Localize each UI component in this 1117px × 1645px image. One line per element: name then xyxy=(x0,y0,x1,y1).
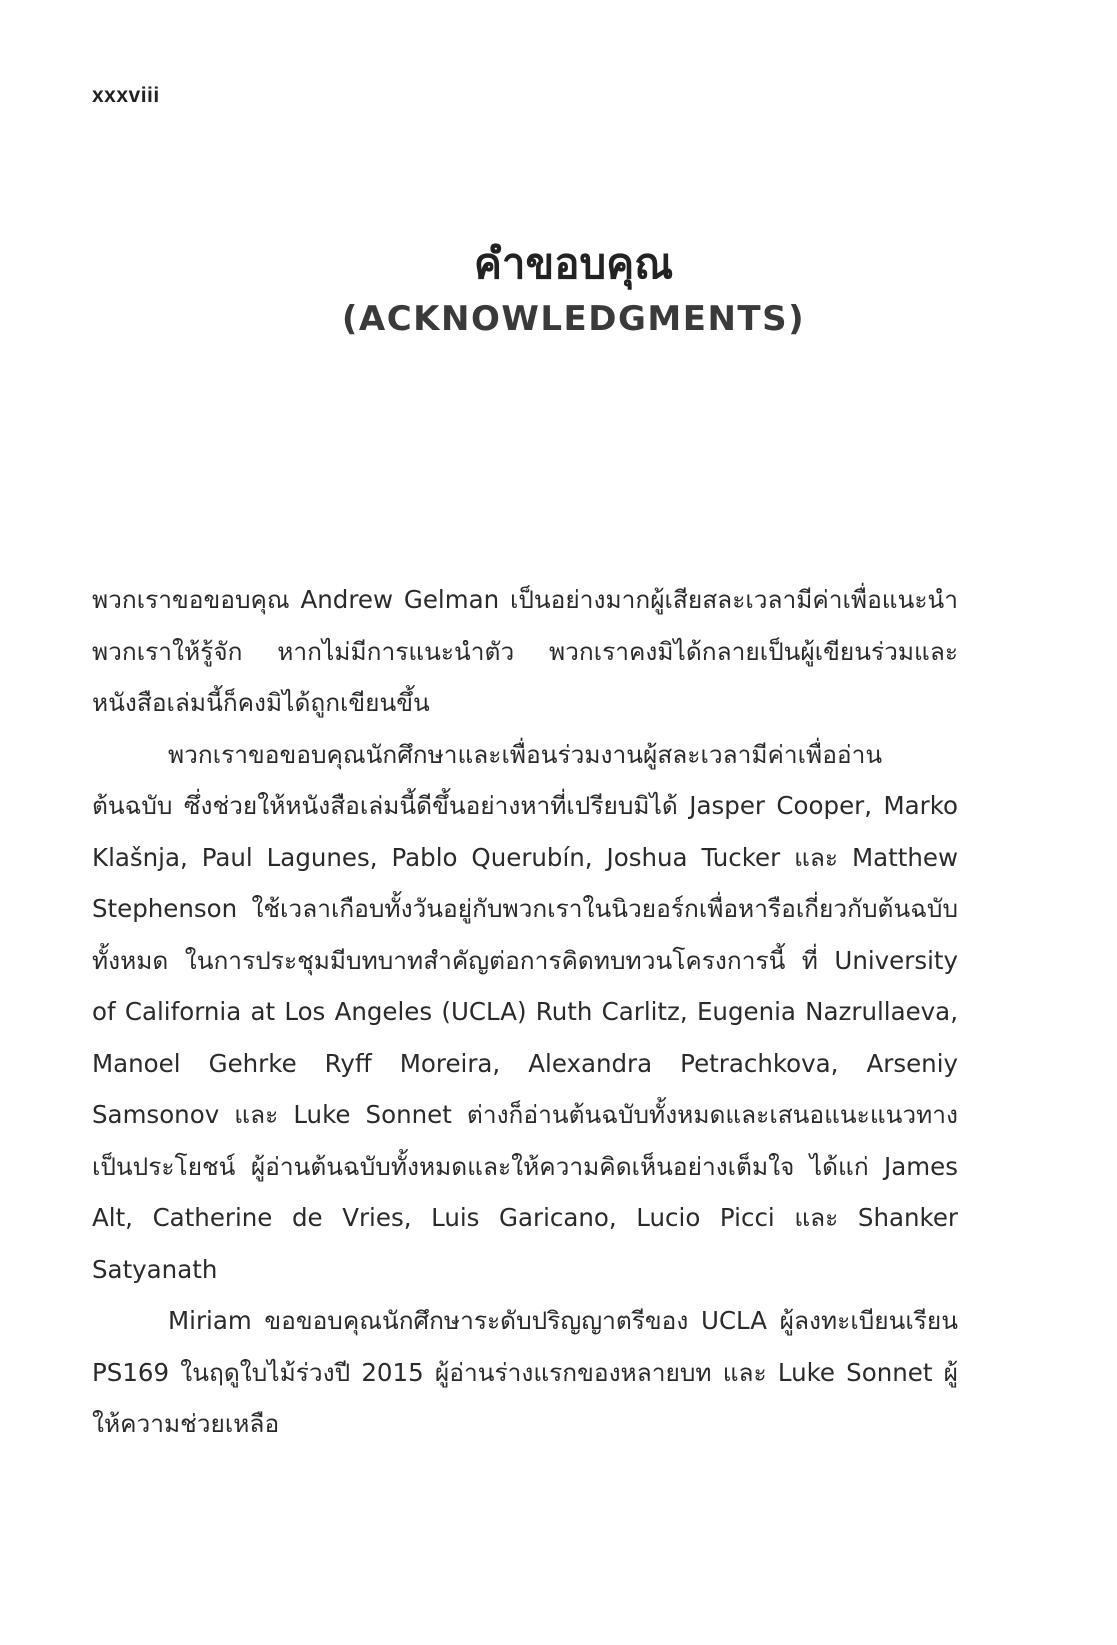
paragraph-1: พวกเราขอขอบคุณ Andrew Gelman เป็นอย่างมากผู้เสียสละเวลามีค่าเพื่อแนะนำพวกเราให้รู้จัก หากไม่มีการแนะนำตัว พวกเราคงมิได้กลายเป็นผู้เขียนร่วมและหนังสือเล่มนี้ก็คงมิได้ถูกเขียนขึ้น xyxy=(92,585,958,717)
title-block xyxy=(0,236,1117,346)
body-text xyxy=(92,574,958,1450)
page-number: xxxviii xyxy=(92,84,160,107)
paragraph-2: พวกเราขอขอบคุณนักศึกษาและเพื่อนร่วมงานผู้สละเวลามีค่าเพื่ออ่านต้นฉบับ ซึ่งช่วยให้หนังสือเล่มนี้ดีขึ้นอย่างหาที่เปรียบมิได้ Jasper Cooper, Marko Klašnja, Paul Lagunes, Pablo Querubín, Joshua Tucker และ Matthew Stephenson ใช้เวลาเกือบทั้งวันอยู่กับพวกเราในนิวยอร์กเพื่อหารือเกี่ยวกับต้นฉบับทั้งหมด ในการประชุมมีบทบาทสำคัญต่อการคิดทบทวนโครงการนี้ ที่ University of California at Los Angeles (UCLA) Ruth Carlitz, Eugenia Nazrullaeva, Manoel Gehrke Ryff Moreira, Alexandra Petrachkova, Arseniy Samsonov และ Luke Sonnet ต่างก็อ่านต้นฉบับทั้งหมดและเสนอแนะแนวทางเป็นประโยชน์ ผู้อ่านต้นฉบับทั้งหมดและให้ความคิดเห็นอย่างเต็มใจ ได้แก่ James Alt, Catherine de Vries, Luis Garicano, Lucio Picci และ Shanker Satyanath xyxy=(92,739,958,1284)
page-title: คำขอบคุณ xyxy=(473,239,674,288)
page-subtitle: (ACKNOWLEDGMENTS) xyxy=(341,299,806,339)
paragraph-3: Miriam ขอขอบคุณนักศึกษาระดับปริญญาตรีของ UCLA ผู้ลงทะเบียนเรียน PS169 ในฤดูใบไม้ร่วงปี 2015 ผู้อ่านร่างแรกของหลายบท และ Luke Sonnet ผู้ให้ความช่วยเหลือ xyxy=(92,1306,958,1438)
